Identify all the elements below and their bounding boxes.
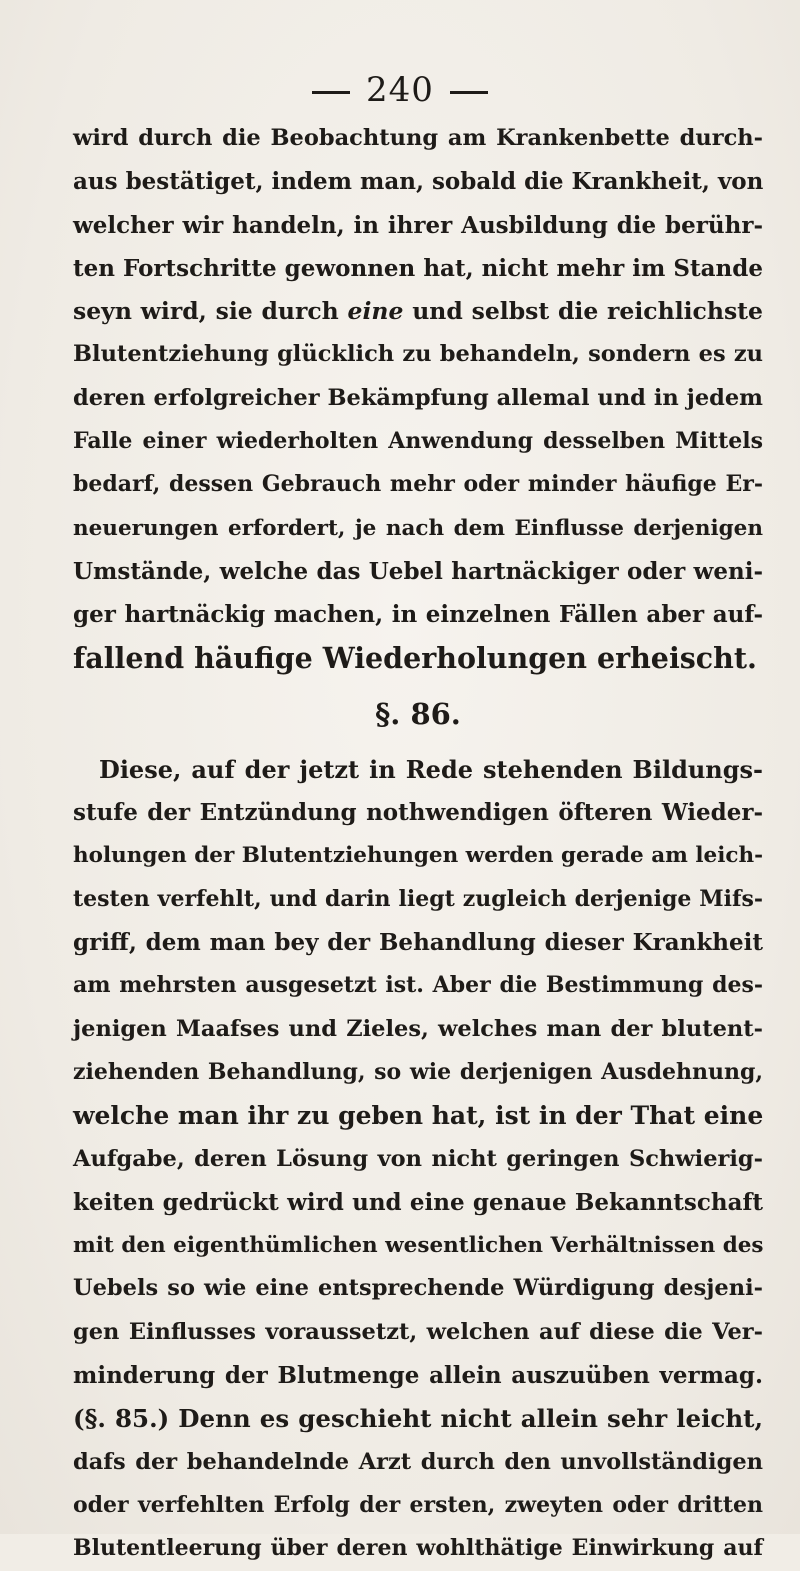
text-line: ger hartnäckig machen, in einzelnen Fällen aber auf- <box>73 601 763 629</box>
text-line: Uebels so wie eine entsprechende Würdigung desjeni- <box>73 1275 763 1302</box>
text-line: stufe der Entzündung nothwendigen öfteren Wieder- <box>73 799 763 827</box>
text-line: bedarf, dessen Gebrauch mehr oder minder häufige Er- <box>73 471 763 498</box>
text-line: deren erfolgreicher Bekämpfung allemal und in jedem <box>73 384 763 411</box>
text-line: dafs der behandelnde Arzt durch den unvollständigen <box>73 1448 763 1475</box>
text-line: griff, dem man bey der Behandlung dieser Krankheit <box>73 929 763 957</box>
text-line: holungen der Blutentziehungen werden gerade am leich- <box>73 843 764 869</box>
text-line: gen Einflusses voraussetzt, welchen auf diese die Ver- <box>73 1318 763 1345</box>
text-line: Diese, auf der jetzt in Rede stehenden Bildungs- <box>99 754 763 784</box>
text-line: fallend häufige Wiederholungen erheischt. <box>73 640 757 675</box>
paragraph-1 <box>73 117 763 680</box>
text-segment: und selbst die reichlichste <box>403 297 763 326</box>
page-number: 240 <box>366 70 434 110</box>
header-dash-left <box>312 91 350 94</box>
text-line: neuerungen erfordert, je nach dem Einflusse derjenigen <box>73 515 763 541</box>
text-line: Aufgabe, deren Lösung von nicht geringen Schwierig- <box>73 1145 763 1172</box>
text-line: oder verfehlten Erfolg der ersten, zweyten oder dritten <box>73 1491 763 1518</box>
text-line: (§. 85.) Denn es geschieht nicht allein sehr leicht, <box>73 1404 763 1434</box>
text-line-with-emphasis <box>73 290 763 333</box>
page-body <box>73 117 763 1571</box>
text-line: Falle einer wiederholten Anwendung desselben Mittels <box>73 428 763 455</box>
text-line: aus bestätiget, indem man, sobald die Krankheit, von <box>73 168 764 196</box>
text-line: minderung der Blutmenge allein auszuüben vermag. <box>73 1362 763 1390</box>
text-line: testen verfehlt, und darin liegt zugleich derjenige Mifs- <box>73 885 763 912</box>
text-line: Umstände, welche das Uebel hartnäckiger oder weni- <box>73 557 763 585</box>
text-line: ten Fortschritte gewonnen hat, nicht mehr im Stande <box>73 254 763 282</box>
text-line: jenigen Maafses und Zieles, welches man der blutent- <box>73 1015 763 1042</box>
text-line: welcher wir handeln, in ihrer Ausbildung die berühr- <box>73 211 763 239</box>
text-segment: seyn wird, sie durch <box>73 297 348 326</box>
text-line: welche man ihr zu geben hat, ist in der That eine <box>73 1101 764 1131</box>
header-dash-right <box>450 91 488 94</box>
paragraph-2 <box>73 748 763 1571</box>
page-header <box>0 70 800 110</box>
emphasized-word: eine <box>347 297 404 326</box>
text-line: wird durch die Beobachtung am Krankenbette durch- <box>73 125 763 151</box>
text-line: mit den eigenthümlichen wesentlichen Verhältnissen des <box>73 1233 764 1259</box>
text-line: keiten gedrückt wird und eine genaue Bekanntschaft <box>73 1188 763 1216</box>
text-line: Blutentziehung glücklich zu behandeln, sondern es zu <box>73 341 763 368</box>
section-heading: §. 86. <box>375 696 461 731</box>
text-line: ziehenden Behandlung, so wie derjenigen Ausdehnung, <box>73 1058 763 1085</box>
text-line: Blutentleerung über deren wohlthätige Einwirkung auf <box>73 1535 763 1562</box>
text-line: am mehrsten ausgesetzt ist. Aber die Bestimmung des- <box>73 972 763 999</box>
